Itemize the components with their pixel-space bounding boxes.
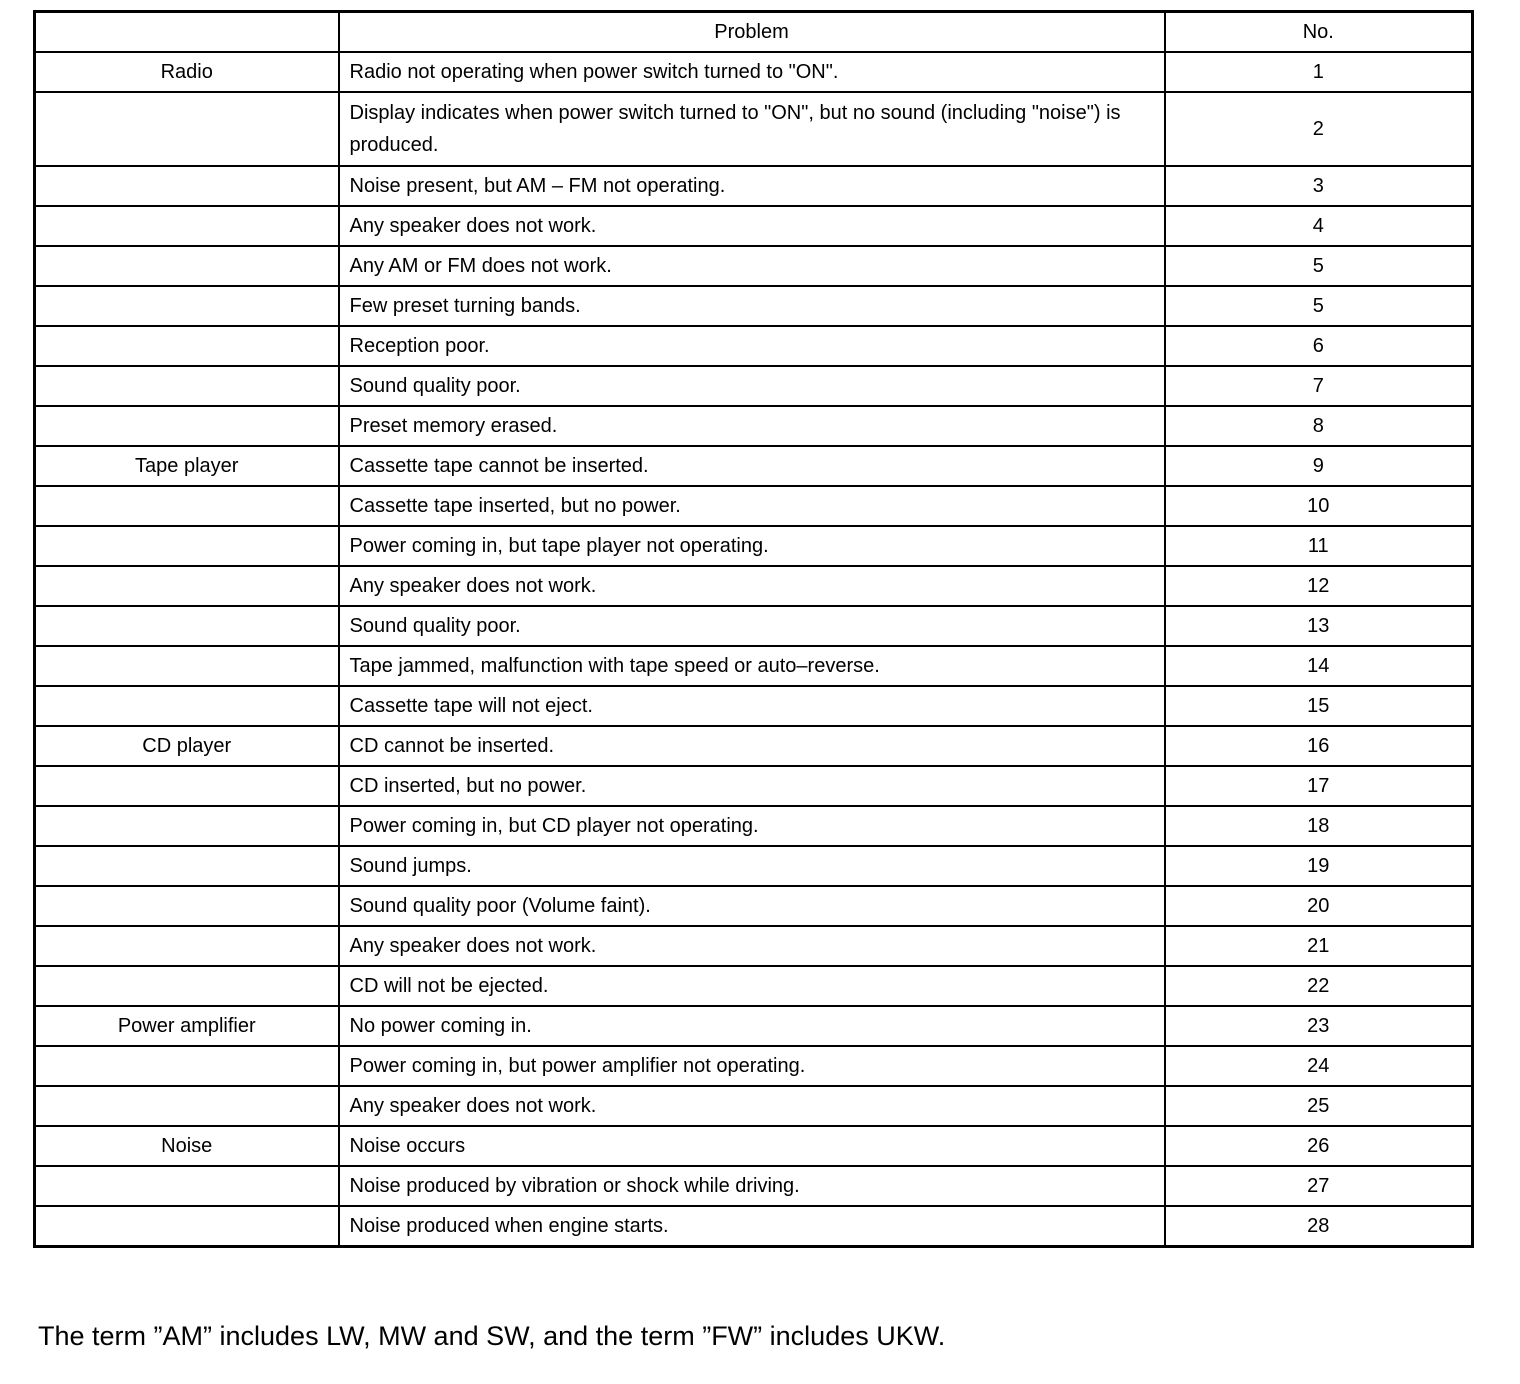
table-row xyxy=(35,1046,1473,1086)
row-number: 15 xyxy=(1165,686,1473,726)
table-row xyxy=(35,606,1473,646)
table-row xyxy=(35,966,1473,1006)
table-row xyxy=(35,406,1473,446)
row-number: 27 xyxy=(1165,1166,1473,1206)
row-problem: Preset memory erased. xyxy=(339,406,1165,446)
row-problem: Any speaker does not work. xyxy=(339,926,1165,966)
number-column-header: No. xyxy=(1165,12,1473,53)
row-number: 6 xyxy=(1165,326,1473,366)
row-problem: Any AM or FM does not work. xyxy=(339,246,1165,286)
row-category xyxy=(35,206,339,246)
row-number: 19 xyxy=(1165,846,1473,886)
row-category xyxy=(35,926,339,966)
row-number: 14 xyxy=(1165,646,1473,686)
table-row xyxy=(35,806,1473,846)
row-number: 5 xyxy=(1165,246,1473,286)
row-problem: CD will not be ejected. xyxy=(339,966,1165,1006)
row-problem: Reception poor. xyxy=(339,326,1165,366)
table-row xyxy=(35,446,1473,486)
problem-column-header: Problem xyxy=(339,12,1165,53)
row-problem: Any speaker does not work. xyxy=(339,206,1165,246)
row-number: 11 xyxy=(1165,526,1473,566)
table-row xyxy=(35,686,1473,726)
row-number: 17 xyxy=(1165,766,1473,806)
row-problem: CD inserted, but no power. xyxy=(339,766,1165,806)
table-row xyxy=(35,206,1473,246)
row-problem: Noise produced when engine starts. xyxy=(339,1206,1165,1247)
row-number: 4 xyxy=(1165,206,1473,246)
row-problem: Cassette tape will not eject. xyxy=(339,686,1165,726)
row-number: 10 xyxy=(1165,486,1473,526)
row-category xyxy=(35,486,339,526)
row-number: 8 xyxy=(1165,406,1473,446)
row-problem: Cassette tape inserted, but no power. xyxy=(339,486,1165,526)
row-problem: Sound quality poor. xyxy=(339,606,1165,646)
row-problem: Cassette tape cannot be inserted. xyxy=(339,446,1165,486)
row-number: 16 xyxy=(1165,726,1473,766)
row-category: Tape player xyxy=(35,446,339,486)
row-number: 23 xyxy=(1165,1006,1473,1046)
row-category xyxy=(35,526,339,566)
row-category xyxy=(35,566,339,606)
row-problem: Tape jammed, malfunction with tape speed or auto–reverse. xyxy=(339,646,1165,686)
row-problem: Any speaker does not work. xyxy=(339,566,1165,606)
table-row xyxy=(35,326,1473,366)
row-category xyxy=(35,92,339,166)
row-category xyxy=(35,326,339,366)
table-row xyxy=(35,646,1473,686)
row-problem: Power coming in, but CD player not operating. xyxy=(339,806,1165,846)
row-number: 18 xyxy=(1165,806,1473,846)
row-number: 25 xyxy=(1165,1086,1473,1126)
row-category xyxy=(35,366,339,406)
row-problem: No power coming in. xyxy=(339,1006,1165,1046)
table-row xyxy=(35,766,1473,806)
row-number: 9 xyxy=(1165,446,1473,486)
row-number: 1 xyxy=(1165,52,1473,92)
row-category xyxy=(35,166,339,206)
row-category xyxy=(35,766,339,806)
table-row xyxy=(35,246,1473,286)
table-row xyxy=(35,486,1473,526)
table-row xyxy=(35,566,1473,606)
row-category xyxy=(35,966,339,1006)
row-problem: Radio not operating when power switch turned to "ON". xyxy=(339,52,1165,92)
table-row xyxy=(35,1166,1473,1206)
table-row xyxy=(35,1126,1473,1166)
row-problem: Sound quality poor (Volume faint). xyxy=(339,886,1165,926)
row-category xyxy=(35,806,339,846)
row-number: 24 xyxy=(1165,1046,1473,1086)
row-category: Noise xyxy=(35,1126,339,1166)
row-number: 5 xyxy=(1165,286,1473,326)
row-number: 12 xyxy=(1165,566,1473,606)
row-number: 20 xyxy=(1165,886,1473,926)
table-row xyxy=(35,1006,1473,1046)
row-category xyxy=(35,286,339,326)
row-problem: Power coming in, but power amplifier not operating. xyxy=(339,1046,1165,1086)
row-number: 13 xyxy=(1165,606,1473,646)
row-number: 2 xyxy=(1165,92,1473,166)
table-row xyxy=(35,1086,1473,1126)
row-category: Radio xyxy=(35,52,339,92)
row-category xyxy=(35,1086,339,1126)
table-row xyxy=(35,286,1473,326)
table-row xyxy=(35,526,1473,566)
row-category xyxy=(35,686,339,726)
row-problem: Sound jumps. xyxy=(339,846,1165,886)
table-header-row xyxy=(35,12,1473,53)
table-row xyxy=(35,846,1473,886)
row-problem: Sound quality poor. xyxy=(339,366,1165,406)
row-category xyxy=(35,1166,339,1206)
table-row xyxy=(35,886,1473,926)
row-category xyxy=(35,846,339,886)
row-category: CD player xyxy=(35,726,339,766)
row-number: 7 xyxy=(1165,366,1473,406)
row-category xyxy=(35,246,339,286)
table-row xyxy=(35,726,1473,766)
row-problem: CD cannot be inserted. xyxy=(339,726,1165,766)
row-number: 21 xyxy=(1165,926,1473,966)
row-problem: Noise occurs xyxy=(339,1126,1165,1166)
row-category xyxy=(35,1206,339,1247)
table-row xyxy=(35,166,1473,206)
table-row xyxy=(35,366,1473,406)
table-row xyxy=(35,52,1473,92)
row-category xyxy=(35,1046,339,1086)
row-problem: Power coming in, but tape player not operating. xyxy=(339,526,1165,566)
row-category xyxy=(35,406,339,446)
row-problem: Any speaker does not work. xyxy=(339,1086,1165,1126)
row-problem: Noise produced by vibration or shock while driving. xyxy=(339,1166,1165,1206)
category-column-header xyxy=(35,12,339,53)
row-number: 3 xyxy=(1165,166,1473,206)
row-category xyxy=(35,646,339,686)
row-category xyxy=(35,886,339,926)
row-category xyxy=(35,606,339,646)
row-problem: Noise present, but AM – FM not operating. xyxy=(339,166,1165,206)
row-category: Power amplifier xyxy=(35,1006,339,1046)
footnote: The term ”AM” includes LW, MW and SW, and the term ”FW” includes UKW. xyxy=(38,1321,946,1351)
row-problem: Display indicates when power switch turned to "ON", but no sound (including "noise") is produced. xyxy=(339,92,1165,166)
table-row xyxy=(35,1206,1473,1247)
row-problem: Few preset turning bands. xyxy=(339,286,1165,326)
table-row xyxy=(35,926,1473,966)
row-number: 22 xyxy=(1165,966,1473,1006)
row-number: 28 xyxy=(1165,1206,1473,1247)
table-row xyxy=(35,92,1473,166)
troubleshooting-table xyxy=(33,10,1474,1248)
row-number: 26 xyxy=(1165,1126,1473,1166)
